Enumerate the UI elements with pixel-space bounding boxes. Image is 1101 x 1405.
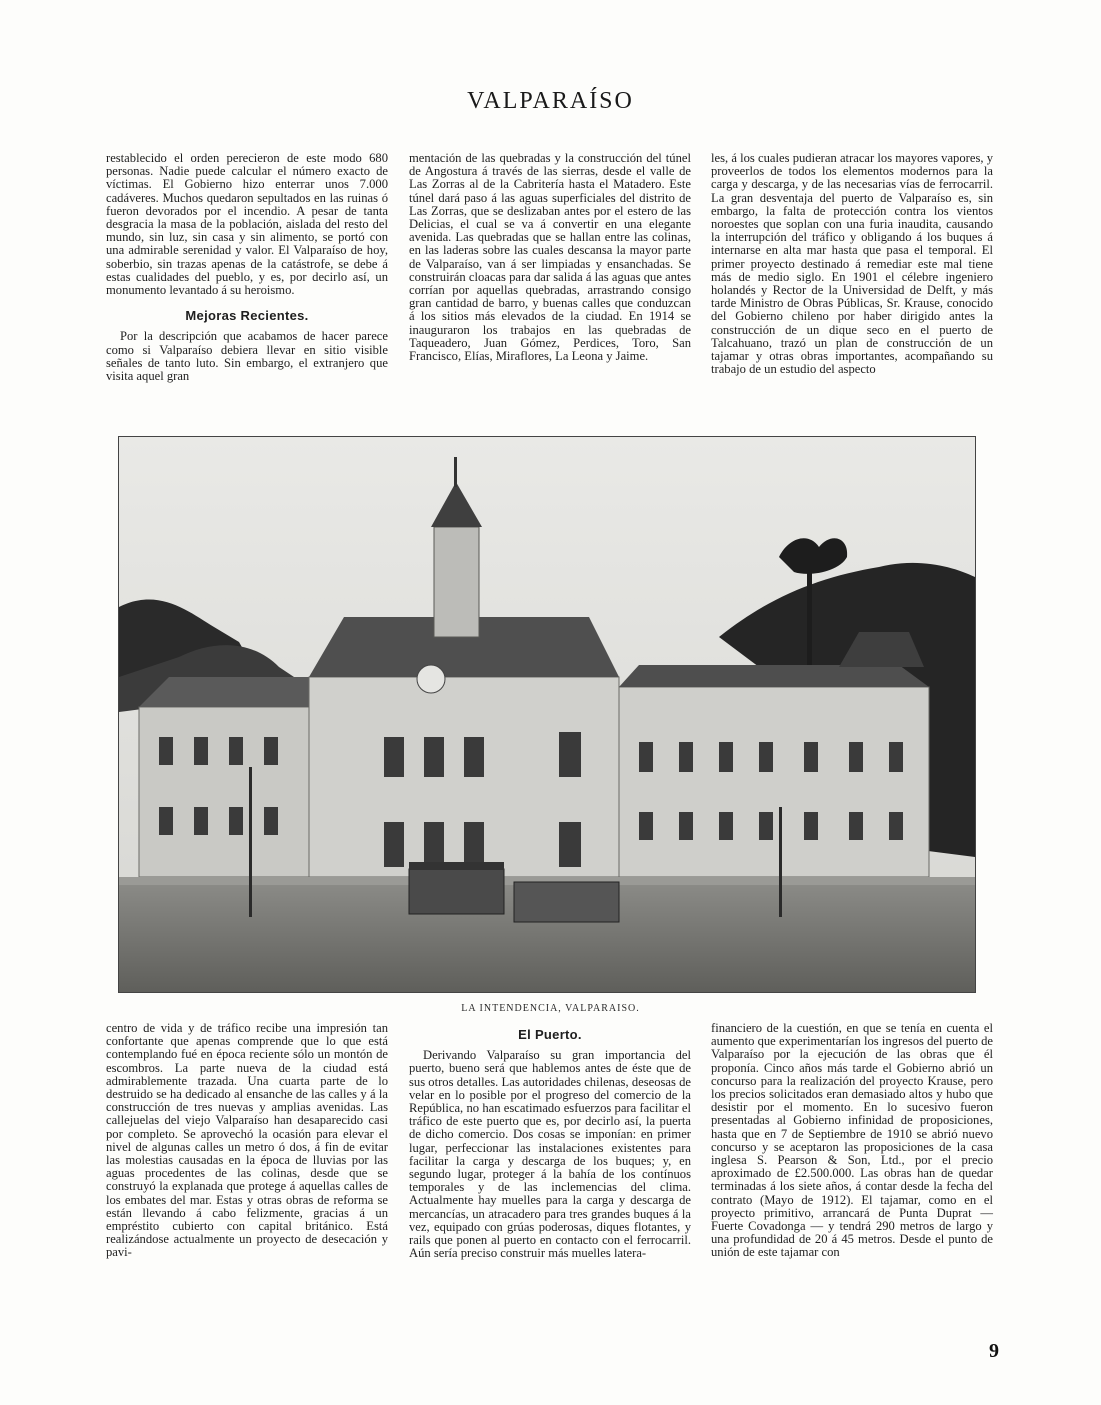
- building-photo-illustration: [119, 437, 975, 992]
- column-bottom-3: [711, 1022, 993, 1260]
- photo-caption: LA INTENDENCIA, VALPARAISO.: [461, 1003, 640, 1014]
- paragraph: les, á los cuales pudieran atracar los mayores vapores, y proveerlos de todos los elementos modernos para la carga y descarga, y de las necesarias vías de ferrocarril. La gran desventaja del puerto de Valparaíso es, sin embargo, la falta de protección contra los vientos noroestes que soplan con una furia inaudita, causando la interrupción del tráfico y obligando á los buques á internarse en alta mar hasta que pasa el temporal. El primer proyecto destinado á remediar este mal tiene más de medio siglo. En 1901 el célebre ingeniero holandés y Rector de la Universidad de Delft, y más tarde Ministro de Obras Públicas, Sr. Krause, conocido del Gobierno chileno por haber dirigido antes la construcción de un dique seco en el puerto de Talcahuano, trazó un plan de construcción de un tajamar y otras obras importantes, acompañando su trabajo de un estudio del aspecto: [711, 151, 993, 377]
- page-number: 9: [989, 1340, 999, 1362]
- column-bottom-1: [106, 1022, 388, 1260]
- section-heading-mejoras-recientes: Mejoras Recientes.: [185, 308, 309, 324]
- section-heading-el-puerto: El Puerto.: [518, 1027, 582, 1042]
- paragraph: centro de vida y de tráfico recibe una impresión tan confortante que apenas comprende que lo que está contemplando fué en época reciente sólo un montón de escombros. La parte nueva de la ciudad está admirablemente trazada. Una cuarta parte de lo destruido se ha dedicado al ensanche de las calles y á la construcción de tres nuevas y amplias avenidas. Las callejuelas del viejo Valparaíso han desaparecido casi por completo. Se aprovechó la ocasión para elevar el nivel de algunas calles un metro ó dos, á fin de evitar las molestias causadas en la época de lluvias por las aguas procedentes de las colinas, desde que se construyó la explanada que protege á aquellas calles de los embates del mar. Estas y otras obras de reforma se están llevando á cabo felizmente, gracias á un empréstito cubierto con capital británico. Está realizándose actualmente un proyecto de desecación y pavi-: [106, 1021, 388, 1260]
- paragraph: mentación de las quebradas y la construcción del túnel de Angostura á través de las sierras, desde el valle de Las Zorras al de la Cabritería hasta el Matadero. Este túnel dará paso á las aguas superficiales del distrito de Las Zorras, que se deslizaban antes por el estero de las Delicias, el cual se va á convertir en una elegante avenida. Las quebradas que se hallan entre las colinas, en las laderas sobre las cuales descansa la mayor parte de Valparaíso, van á ser limpiadas y ensanchadas. Se construirán cloacas para dar salida á las aguas que antes corrían por aquellas quebradas, arrastrando consigo gran cantidad de barro, y buenas calles que conduzcan á los sitios más elevados de la ciudad. En 1914 se inauguraron los trabajos en las quebradas de Taqueadero, Juan Gómez, Perdices, Toro, San Francisco, Elías, Miraflores, La Leona y Jaime.: [409, 151, 691, 364]
- column-top-3: [711, 152, 993, 376]
- photo-la-intendencia: [118, 436, 976, 993]
- paragraph: Por la descripción que acabamos de hacer parece como si Valparaíso debiera llevar en sitio visible señales de tanto luto. Sin embargo, el extranjero que visita aquel gran: [106, 329, 388, 384]
- paragraph: restablecido el orden perecieron de este modo 680 personas. Nadie puede calcular el número exacto de víctimas. El Gobierno hizo enterrar unos 7.000 cadáveres. Muchos quedaron sepultados en las ruinas ó fueron devorados por el incendio. A pesar de tanta desgracia la masa de la población, aislada del resto del mundo, sin luz, sin casa y sin alimento, se portó con una admirable serenidad y valor. El Valparaíso de hoy, soberbio, sin trazas apenas de la catástrofe, se debe á estas cualidades del pueblo, y es, por decirlo así, un monumento levantado á su heroismo.: [106, 151, 388, 298]
- paragraph: financiero de la cuestión, en que se tenía en cuenta el aumento que experimentarían los ingresos del puerto de Valparaíso por la ejecución de las obras que él proponía. Cinco años más tarde el Gobierno abrió un concurso para la realización del proyecto Krause, pero los precios solicitados eran demasiado altos y hubo que desistir por el momento. En lo sucesivo fueron presentadas al Gobierno infinidad de proposiciones, hasta que en 7 de Septiembre de 1910 se abrió nuevo concurso y se aceptaron las proposiciones de la casa inglesa S. Pearson & Son, Ltd., por el precio aproximado de £2.500.000. Las obras han de quedar terminadas á los siete años, á contar desde la fecha del contrato (Mayo de 1912). El tajamar, como en el proyecto primitivo, arrancará de Punta Duprat — Fuerte Covadonga — y tendrá 290 metros de largo y una profundidad de 20 á 45 metros. Desde el punto de unión de este tajamar con: [711, 1021, 993, 1260]
- paragraph: Derivando Valparaíso su gran importancia del puerto, bueno será que hablemos antes de éste que de sus otros detalles. Las autoridades chilenas, deseosas de velar en lo posible por el progreso del comercio de la República, no han escatimado esfuerzos para facilitar el tráfico de este puerto que es, por decirlo así, la puerta de dicho comercio. Dos cosas se imponían: en primer lugar, perfeccionar las instalaciones existentes para facilitar la carga y descarga de los buques; y, en segundo lugar, proteger á la bahía de los contínuos temporales y de las inclemencias del clima. Actualmente hay muelles para la carga y descarga de mercancías, un atracadero para tres grandes buques á la vez, equipado con grúas poderosas, diques flotantes, y rails que ponen al puerto en contacto con el ferrocarril. Aún sería preciso construir más muelles latera-: [409, 1048, 691, 1261]
- page-title: VALPARAÍSO: [467, 88, 634, 114]
- column-top-1: [106, 152, 388, 383]
- column-top-2: [409, 152, 691, 363]
- column-bottom-2: [409, 1022, 691, 1260]
